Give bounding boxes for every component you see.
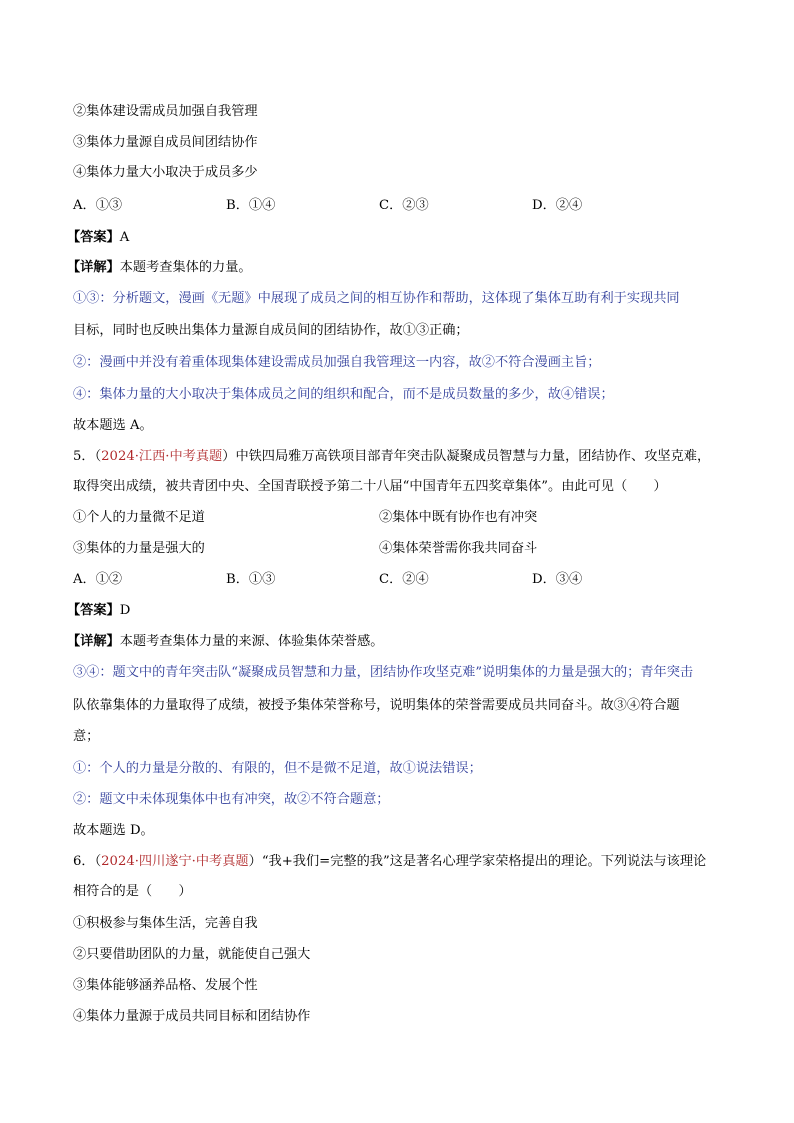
q4-conclusion: 故本题选 A。 <box>73 418 153 433</box>
detail-text: 本题考查集体的力量。 <box>119 260 252 275</box>
q5-conclusion: 故本题选 D。 <box>73 823 154 838</box>
q6-statement-3: ③集体能够涵养品格、发展个性 <box>73 978 258 993</box>
explanation-text: ③④：题文中的青年突击队“凝聚成员智慧和力量，团结协作攻坚克难”说明集体的力量是强大的；青年突击 <box>73 665 694 680</box>
q5-option-d: D．③④ <box>532 572 583 587</box>
q5-statement-1: ①个人的力量微不足道 <box>73 510 205 525</box>
q4-statement-4: ④集体力量大小取决于成员多少 <box>73 165 258 180</box>
q5-stem-line-2: 取得突出成绩，被共青团中央、全国青联授予第二十八届“中国青年五四奖章集体”。由此可见（ ） <box>73 479 667 494</box>
answer-value: D <box>119 603 131 618</box>
q6-statement-2: ②只要借助团队的力量，就能使自己强大 <box>73 947 311 962</box>
q5-detail <box>67 633 384 651</box>
q6-stem-line-2: 相符合的是（ ） <box>73 884 192 899</box>
q4-explanation-2: ②：漫画中并没有着重体现集体建设需成员加强自我管理这一内容，故②不符合漫画主旨； <box>73 355 601 370</box>
q5-explanation-2: ①：个人的力量是分散的、有限的，但不是微不足道，故①说法错误； <box>73 761 482 776</box>
answer-value: A <box>119 230 130 245</box>
detail-tag: 【详解】 <box>67 260 120 275</box>
q6-statement-1: ①积极参与集体生活，完善自我 <box>73 916 258 931</box>
detail-tag: 【详解】 <box>67 634 120 649</box>
source-open: （ <box>94 449 102 464</box>
q4-statement-2: ②集体建设需成员加强自我管理 <box>73 104 258 119</box>
q5-explanation-3: ②：题文中未体现集体中也有冲突，故②不符合题意； <box>73 792 390 807</box>
question-source: 2024·江西·中考真题 <box>101 449 223 464</box>
q4-detail <box>67 259 252 277</box>
q6-statement-4: ④集体力量源于成员共同目标和团结协作 <box>73 1009 311 1024</box>
detail-text: 本题考查集体力量的来源、体验集体荣誉感。 <box>119 634 384 649</box>
q4-option-a: A．①③ <box>73 198 123 213</box>
q4-option-c: C．②③ <box>379 198 429 213</box>
question-number: 6． <box>73 854 95 869</box>
q4-statement-3: ③集体力量源自成员间团结协作 <box>73 135 258 150</box>
q6-stem-line-1 <box>73 853 706 871</box>
q5-statement-2: ②集体中既有协作也有冲突 <box>379 510 538 525</box>
q5-stem-line-1 <box>73 448 710 466</box>
q4-option-d: D．②④ <box>532 198 583 213</box>
q4-explanation-1b: 目标，同时也反映出集体力量源自成员间的团结协作，故①③正确； <box>73 323 469 338</box>
answer-tag: 【答案】 <box>67 230 120 245</box>
source-close: ） <box>222 449 236 464</box>
q4-answer <box>67 229 129 247</box>
q4-explanation-1a: ①③：分析题文，漫画《无题》中展现了成员之间的相互协作和帮助，这体现了集体互助有利于实现共同 <box>73 291 680 306</box>
q5-option-a: A．①② <box>73 572 123 587</box>
q5-explanation-1b: 队依靠集体的力量取得了成绩，被授予集体荣誉称号，说明集体的荣誉需要成员共同奋斗。故③④符合题 <box>73 698 680 713</box>
q5-statement-4: ④集体荣誉需你我共同奋斗 <box>379 541 538 556</box>
q5-option-c: C．②④ <box>379 572 429 587</box>
source-close: ） <box>248 854 262 869</box>
question-number: 5． <box>73 449 95 464</box>
question-source: 2024·四川遂宁·中考真题 <box>101 854 249 869</box>
question-stem: “我+我们=完整的我”这是著名心理学家荣格提出的理论。下列说法与该理论 <box>261 854 707 869</box>
q5-explanation-1a <box>73 664 693 682</box>
q5-explanation-1c: 意； <box>73 729 100 744</box>
q4-explanation-3: ④：集体力量的大小取决于集体成员之间的组织和配合，而不是成员数量的多少，故④错误； <box>73 387 614 402</box>
q4-option-b: B．①④ <box>226 198 276 213</box>
q5-answer <box>67 602 130 620</box>
question-stem: 中铁四局雅万高铁项目部青年突击队凝聚成员智慧与力量，团结协作、攻坚克难， <box>235 449 711 464</box>
source-open: （ <box>94 854 102 869</box>
q5-option-b: B．①③ <box>226 572 276 587</box>
answer-tag: 【答案】 <box>67 603 120 618</box>
q5-statement-3: ③集体的力量是强大的 <box>73 541 205 556</box>
